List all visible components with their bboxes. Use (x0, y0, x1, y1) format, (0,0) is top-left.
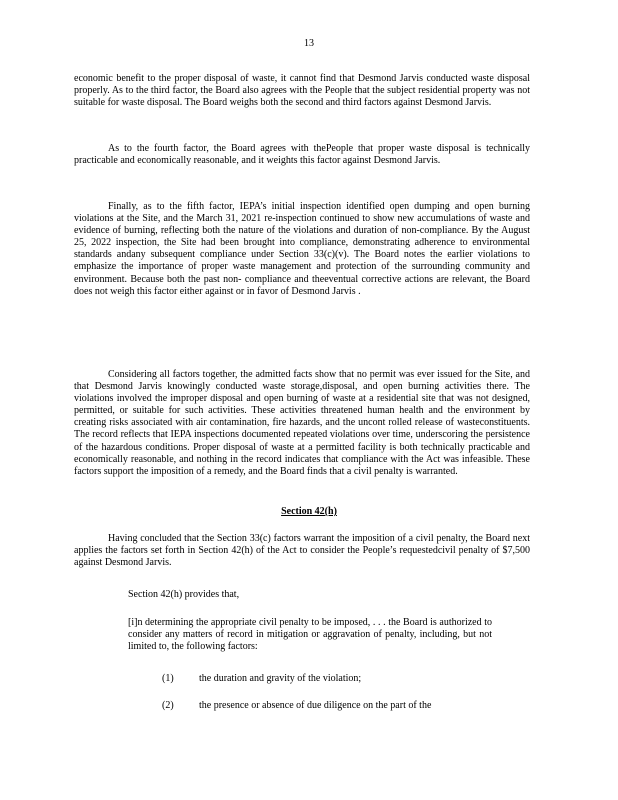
paragraph-fourth-factor: As to the fourth factor, the Board agrees with thePeople that proper waste disposal is technically practicable and economically reasonable, and it weights this factor against Desmond Jarvis. (74, 143, 530, 167)
statute-intro-line: Section 42(h) provides that, (128, 589, 240, 600)
factor-text: the duration and gravity of the violation; (199, 673, 362, 684)
statute-block-quote: [i]n determining the appropriate civil penalty to be imposed, . . . the Board is authorized to consider any matters of record in mitigation or aggravation of penalty, including, but not limited to, the following factors: (128, 617, 492, 653)
page-number: 13 (304, 38, 314, 49)
paragraph-fifth-factor: Finally, as to the fifth factor, IEPA’s initial inspection identified open dumping and open burning violations at the Site, and the March 31, 2021 re-inspection continued to show new accumulations of waste and evidence of burning, reflecting both the nature of the violations and duration of non-compliance. By the August 25, 2022 inspection, the Site had been brought into compliance, demonstrating adherence to environmental standards andany subsequent compliance under Section 33(c)(v). The Board notes the earlier violations to emphasize the importance of proper waste management and protection of the surrounding community and environment. Because both the past non- compliance and theeventual corrective actions are relevant, the Board does not weigh this factor either against or in favor of Desmond Jarvis . (74, 201, 530, 297)
factor-number: (1) (162, 673, 174, 684)
paragraph-considering-all-factors: Considering all factors together, the admitted facts show that no permit was ever issued for the Site, and that Desmond Jarvis knowingly conducted waste storage,disposal, and open burning activities there. The violations involved the improper disposal and open burning of waste at a residential site that was not designed, permitted, or suitable for such activities. These activities threatened human health and the environment by creating risks associated with air contamination, fire hazards, and the uncont rolled release of wasteconstituents. The record reflects that IEPA inspections documented repeated violations over time, underscoring the persistence of the hazardous conditions. Proper disposal of waste at a permitted facility is both technically practicable and economically reasonable, and nothing in the record indicates that compliance with the Act was infeasible. These factors support the imposition of a remedy, and the Board finds that a civil penalty is warranted. (74, 369, 530, 477)
section-heading-label: Section 42(h) (281, 506, 337, 517)
paragraph-section-42h-intro: Having concluded that the Section 33(c) factors warrant the imposition of a civil penalty, the Board next applies the factors set forth in Section 42(h) of the Act to consider the People’s requestedcivil penalty of $7,500 against Desmond Jarvis. (74, 533, 530, 569)
factor-number: (2) (162, 700, 174, 711)
statute-factor-item (162, 700, 431, 711)
section-heading (0, 506, 618, 517)
factor-text: the presence or absence of due diligence on the part of the (199, 700, 432, 711)
statute-factor-item (162, 673, 361, 684)
paragraph-third-factor: economic benefit to the proper disposal of waste, it cannot find that Desmond Jarvis conducted waste disposal properly. As to the third factor, the Board also agrees with the People that the subject residential property was not suitable for waste disposal. The Board weighs both the second and third factors against Desmond Jarvis. (74, 73, 530, 109)
